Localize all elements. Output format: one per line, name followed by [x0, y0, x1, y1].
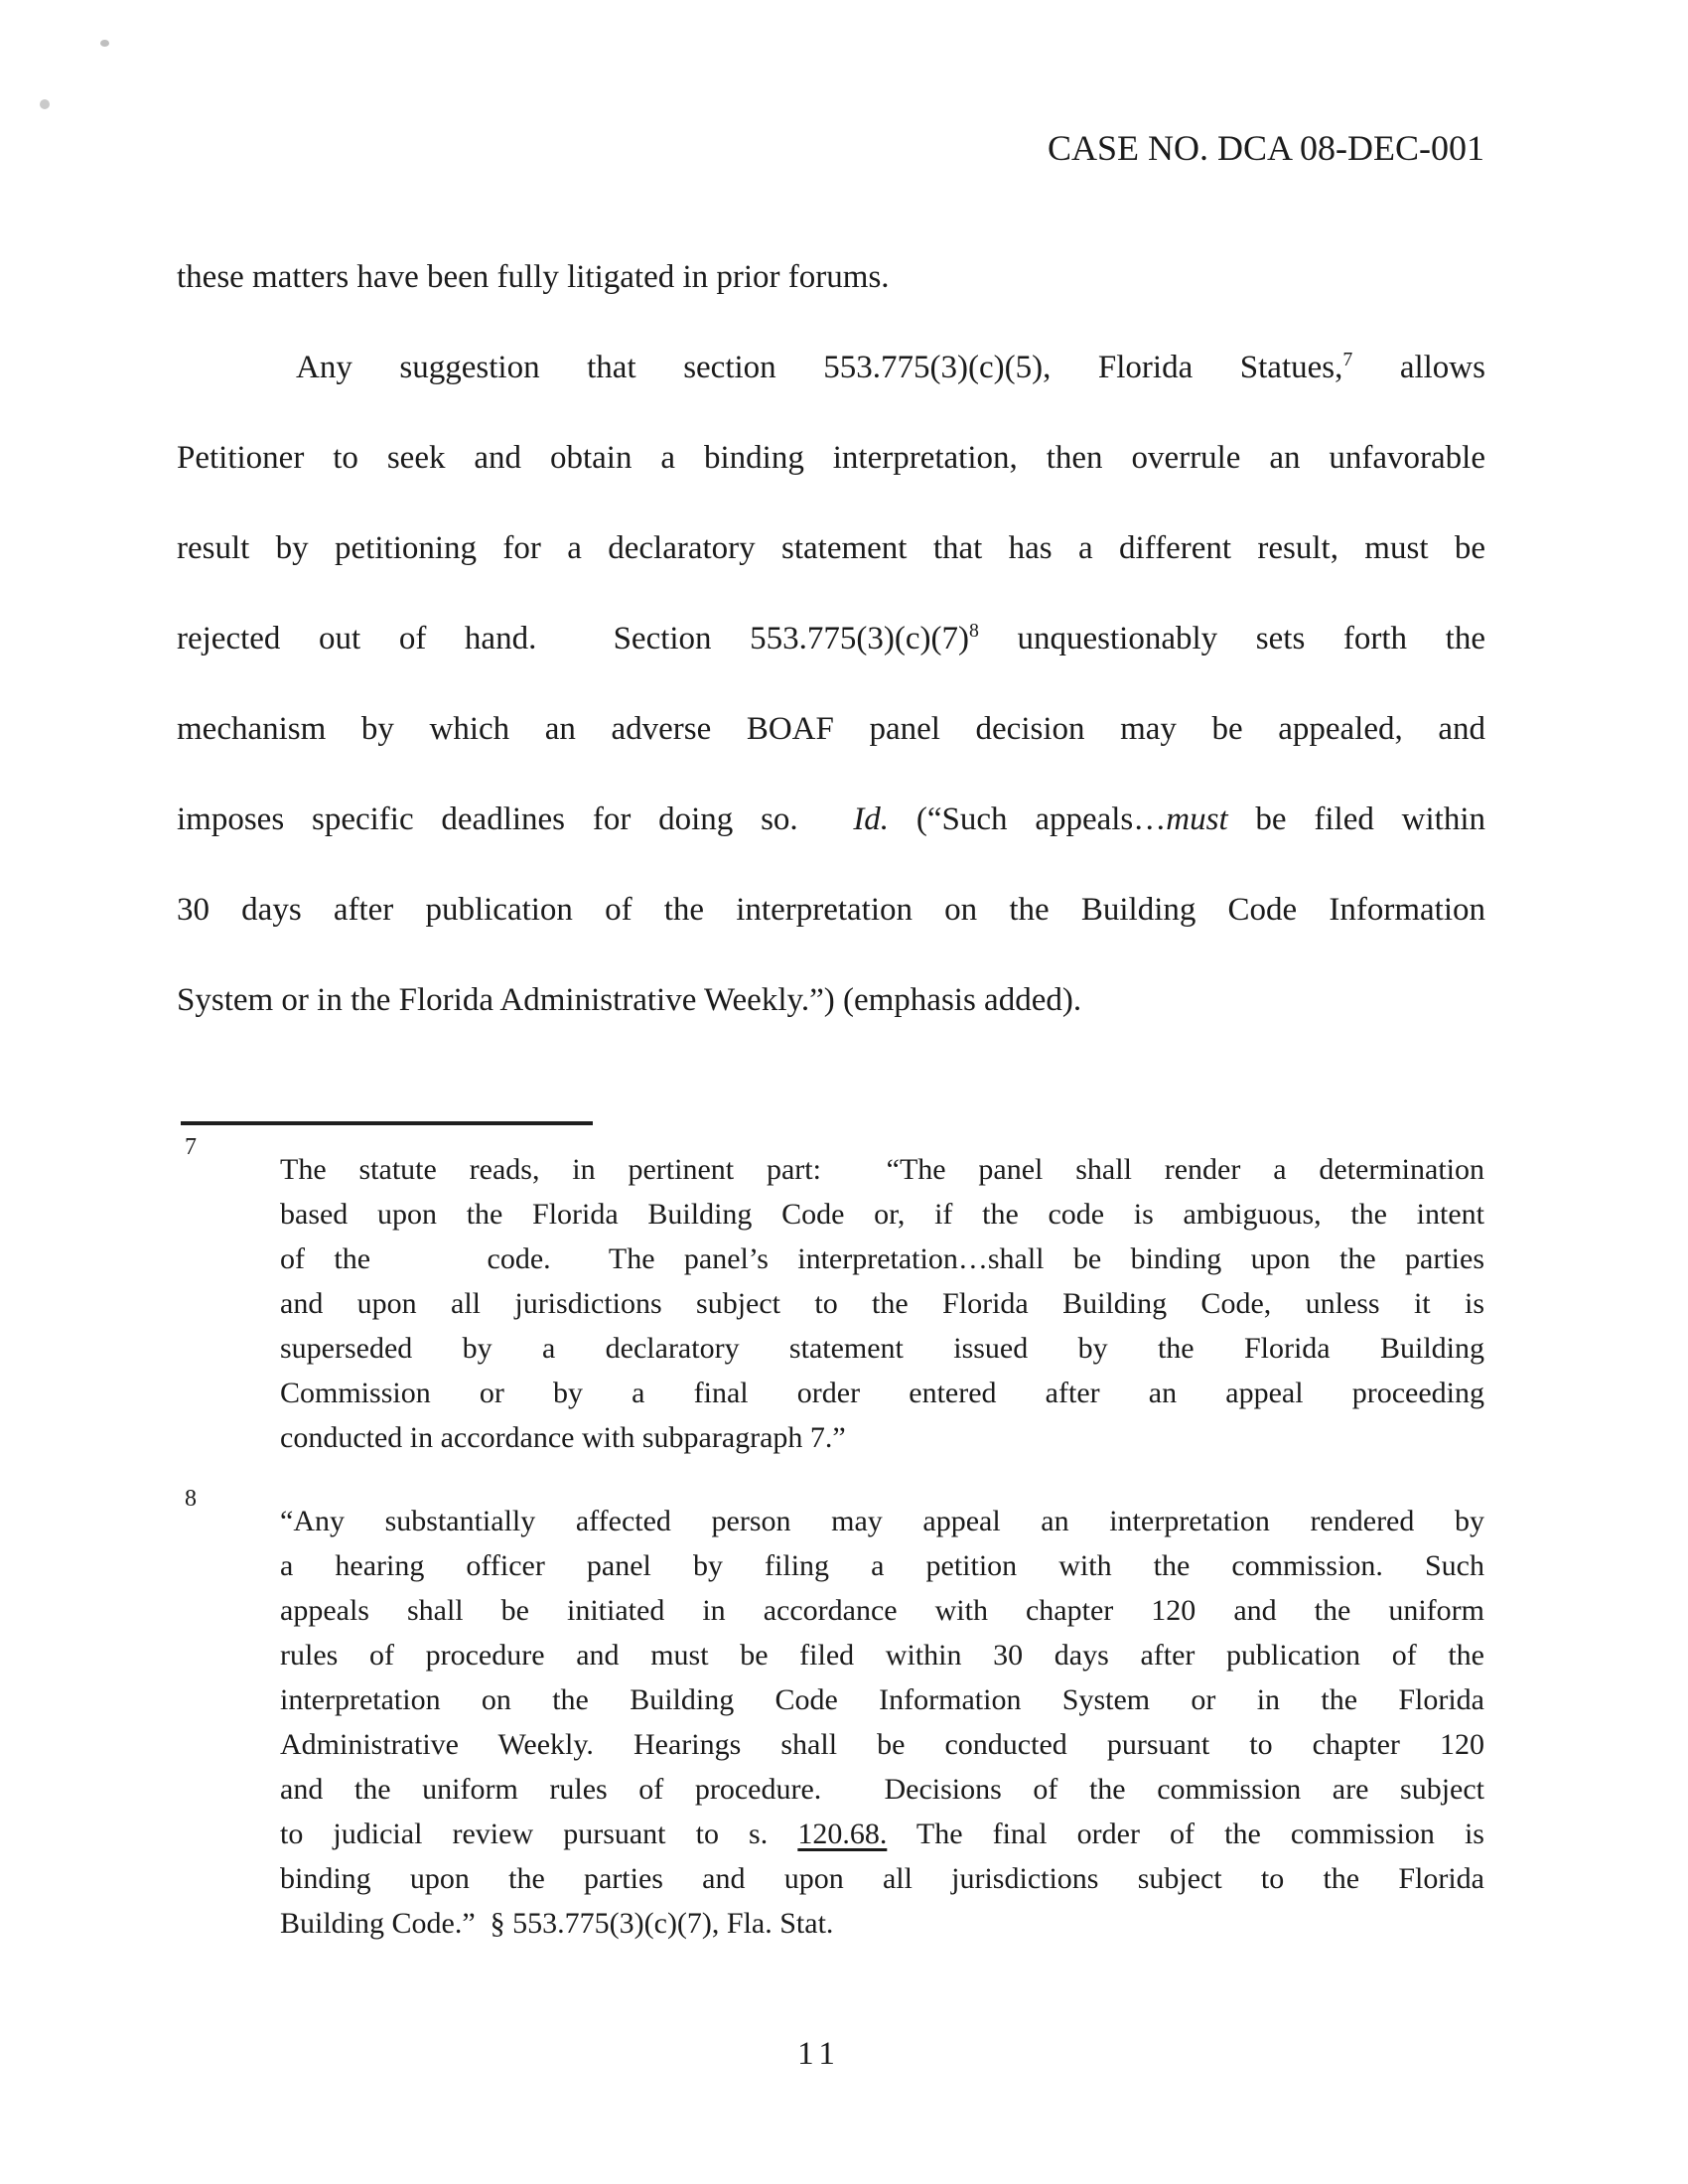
footnote-line: and the uniform rules of procedure. Decisions of the commission are subject	[280, 1773, 1484, 1806]
page-number: 11	[797, 2036, 841, 2072]
scan-speck	[100, 40, 109, 47]
body-line: System or in the Florida Administrative Weekly.”) (emphasis added).	[177, 982, 1082, 1018]
footnote-line: binding upon the parties and upon all jurisdictions subject to the Florida	[280, 1862, 1484, 1895]
footnote-8	[177, 1486, 1485, 1946]
footnote-line: rules of procedure and must be filed within 30 days after publication of the	[280, 1639, 1484, 1672]
footnote-line: conducted in accordance with subparagraph 7.”	[280, 1421, 846, 1454]
footnote-line: a hearing officer panel by filing a petition with the commission. Such	[280, 1549, 1484, 1582]
body-line: these matters have been fully litigated in prior forums.	[177, 259, 890, 295]
footnote-line: interpretation on the Building Code Information System or in the Florida	[280, 1683, 1484, 1716]
footnote-text	[280, 1499, 1484, 1946]
scan-speck	[40, 99, 50, 109]
footnote-marker: 7	[185, 1134, 197, 1160]
body-line: Petitioner to seek and obtain a binding interpretation, then overrule an unfavorable	[177, 440, 1485, 476]
body-line: result by petitioning for a declaratory statement that has a different result, must be	[177, 530, 1485, 566]
footnote-line: superseded by a declaratory statement issued by the Florida Building	[280, 1332, 1484, 1365]
footnote-line: Building Code.” § 553.775(3)(c)(7), Fla. Stat.	[280, 1907, 834, 1940]
body-line: imposes specific deadlines for doing so. Id. (“Such appeals…must be filed within	[177, 801, 1485, 837]
footnote-separator-rule	[181, 1121, 593, 1125]
case-number-header: CASE NO. DCA 08-DEC-001	[1047, 128, 1484, 168]
footnote-line: The statute reads, in pertinent part: “The panel shall render a determination	[280, 1153, 1484, 1186]
footnote-line: to judicial review pursuant to s. 120.68. The final order of the commission is	[280, 1818, 1484, 1850]
footnote-line: based upon the Florida Building Code or, if the code is ambiguous, the intent	[280, 1198, 1484, 1231]
footnote-7	[177, 1134, 1485, 1460]
footnote-line: “Any substantially affected person may appeal an interpretation rendered by	[280, 1505, 1484, 1537]
footnote-marker: 8	[185, 1486, 197, 1512]
body-text	[177, 232, 1485, 1046]
footnote-text	[280, 1147, 1484, 1460]
body-line: rejected out of hand. Section $553.775(3)(c)(7)^8$ unquestionably sets forth the	[177, 620, 1485, 656]
footnote-line: Commission or by a final order entered after an appeal proceeding	[280, 1377, 1484, 1409]
body-line: Any suggestion that section 553.775(3)(c)(5), Florida Statues,$^7$ allows	[296, 349, 1485, 385]
body-line: 30 days after publication of the interpretation on the Building Code Information	[177, 892, 1485, 928]
footnote-line: of the code. The panel’s interpretation…shall be binding upon the parties	[280, 1242, 1484, 1275]
body-line: mechanism by which an adverse BOAF panel decision may be appealed, and	[177, 711, 1485, 747]
footnote-line: Administrative Weekly. Hearings shall be conducted pursuant to chapter 120	[280, 1728, 1484, 1761]
footnote-line: appeals shall be initiated in accordance with chapter 120 and the uniform	[280, 1594, 1484, 1627]
footnote-line: and upon all jurisdictions subject to the Florida Building Code, unless it is	[280, 1287, 1484, 1320]
